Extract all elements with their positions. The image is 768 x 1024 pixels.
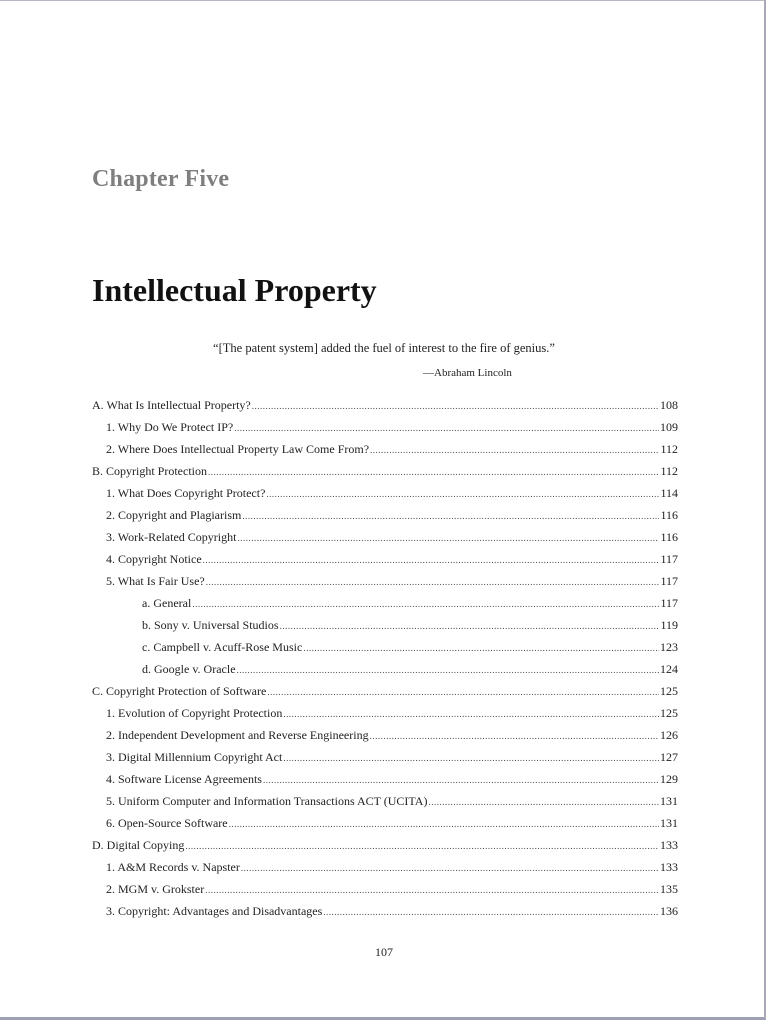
toc-entry-title: 5. Uniform Computer and Information Transactions ACT (UCITA) (106, 794, 428, 808)
toc-entry-title: 3. Work-Related Copyright (106, 530, 237, 544)
toc-entry (92, 504, 678, 526)
toc-entry (92, 812, 678, 834)
toc-entry-title: 2. Copyright and Plagiarism (106, 508, 242, 522)
toc-entry-page: 112 (660, 464, 678, 478)
toc-dot-leader (263, 769, 659, 791)
toc-entry (92, 856, 678, 878)
table-of-contents (92, 394, 678, 922)
toc-dot-leader (370, 439, 659, 461)
toc-entry-title: 6. Open-Source Software (106, 816, 228, 830)
toc-entry (92, 702, 678, 724)
toc-entry (92, 548, 678, 570)
toc-entry-page: 119 (660, 618, 678, 632)
toc-entry-title: B. Copyright Protection (92, 464, 207, 478)
toc-entry-title: 1. What Does Copyright Protect? (106, 486, 266, 500)
toc-entry-page: 133 (660, 860, 678, 874)
toc-entry-title: 1. Evolution of Copyright Protection (106, 706, 283, 720)
toc-entry-page: 127 (660, 750, 678, 764)
toc-dot-leader (192, 593, 659, 615)
chapter-label: Chapter Five (92, 166, 230, 192)
toc-entry-page: 129 (660, 772, 678, 786)
toc-entry (92, 526, 678, 548)
toc-entry-title: C. Copyright Protection of Software (92, 684, 267, 698)
toc-entry (92, 768, 678, 790)
toc-entry-page: 117 (660, 596, 678, 610)
toc-entry-title: 3. Copyright: Advantages and Disadvantages (106, 904, 323, 918)
toc-entry (92, 724, 678, 746)
toc-entry-title: 1. Why Do We Protect IP? (106, 420, 234, 434)
toc-entry-title: 1. A&M Records v. Napster (106, 860, 240, 874)
toc-entry-page: 123 (660, 640, 678, 654)
toc-entry-title: A. What Is Intellectual Property? (92, 398, 251, 412)
toc-dot-leader (267, 681, 659, 703)
toc-entry-page: 124 (660, 662, 678, 676)
toc-dot-leader (185, 835, 659, 857)
toc-entry-page: 131 (660, 816, 678, 830)
toc-entry-page: 136 (660, 904, 678, 918)
toc-entry-page: 125 (660, 684, 678, 698)
toc-dot-leader (323, 901, 659, 923)
toc-entry-title: D. Digital Copying (92, 838, 185, 852)
toc-dot-leader (206, 571, 660, 593)
toc-entry-page: 125 (660, 706, 678, 720)
toc-entry-title: c. Campbell v. Acuff-Rose Music (142, 640, 303, 654)
toc-entry-page: 126 (660, 728, 678, 742)
toc-entry (92, 416, 678, 438)
page-number: 107 (375, 945, 393, 959)
toc-dot-leader (237, 527, 659, 549)
toc-entry (92, 394, 678, 416)
epigraph-author: —Abraham Lincoln (423, 367, 512, 379)
toc-entry-page: 116 (660, 530, 678, 544)
toc-entry-page: 116 (660, 508, 678, 522)
toc-entry (92, 680, 678, 702)
toc-entry (92, 614, 678, 636)
toc-entry (92, 834, 678, 856)
toc-entry (92, 592, 678, 614)
toc-entry-page: 109 (660, 420, 678, 434)
toc-dot-leader (428, 791, 659, 813)
toc-dot-leader (370, 725, 659, 747)
epigraph-quote: “[The patent system] added the fuel of interest to the fire of genius.” (213, 341, 555, 355)
toc-entry-title: 4. Copyright Notice (106, 552, 202, 566)
toc-entry (92, 482, 678, 504)
toc-entry-title: d. Google v. Oracle (142, 662, 236, 676)
toc-entry-page: 112 (660, 442, 678, 456)
toc-entry (92, 460, 678, 482)
toc-dot-leader (234, 417, 659, 439)
toc-entry (92, 790, 678, 812)
toc-dot-leader (229, 813, 659, 835)
toc-dot-leader (205, 879, 659, 901)
toc-entry (92, 438, 678, 460)
toc-entry-title: a. General (142, 596, 192, 610)
toc-entry-title: b. Sony v. Universal Studios (142, 618, 279, 632)
toc-dot-leader (303, 637, 659, 659)
toc-dot-leader (280, 615, 660, 637)
toc-dot-leader (241, 857, 659, 879)
toc-entry (92, 636, 678, 658)
toc-dot-leader (242, 505, 659, 527)
toc-dot-leader (283, 747, 659, 769)
toc-entry-title: 5. What Is Fair Use? (106, 574, 205, 588)
toc-entry-page: 117 (660, 574, 678, 588)
toc-entry-title: 2. Independent Development and Reverse Engineering (106, 728, 369, 742)
toc-dot-leader (252, 395, 659, 417)
toc-dot-leader (266, 483, 659, 505)
toc-dot-leader (208, 461, 659, 483)
toc-entry-title: 2. MGM v. Grokster (106, 882, 205, 896)
toc-entry (92, 570, 678, 592)
toc-dot-leader (283, 703, 659, 725)
toc-entry-page: 135 (660, 882, 678, 896)
toc-dot-leader (237, 659, 659, 681)
chapter-title: Intellectual Property (92, 272, 377, 308)
toc-entry (92, 900, 678, 922)
toc-entry-page: 108 (660, 398, 678, 412)
toc-entry-page: 131 (660, 794, 678, 808)
toc-entry (92, 878, 678, 900)
toc-entry-title: 3. Digital Millennium Copyright Act (106, 750, 283, 764)
toc-entry (92, 658, 678, 680)
toc-entry-title: 2. Where Does Intellectual Property Law Come From? (106, 442, 370, 456)
toc-entry (92, 746, 678, 768)
toc-entry-title: 4. Software License Agreements (106, 772, 262, 786)
toc-entry-page: 114 (660, 486, 678, 500)
toc-entry-page: 133 (660, 838, 678, 852)
toc-dot-leader (203, 549, 660, 571)
toc-entry-page: 117 (660, 552, 678, 566)
